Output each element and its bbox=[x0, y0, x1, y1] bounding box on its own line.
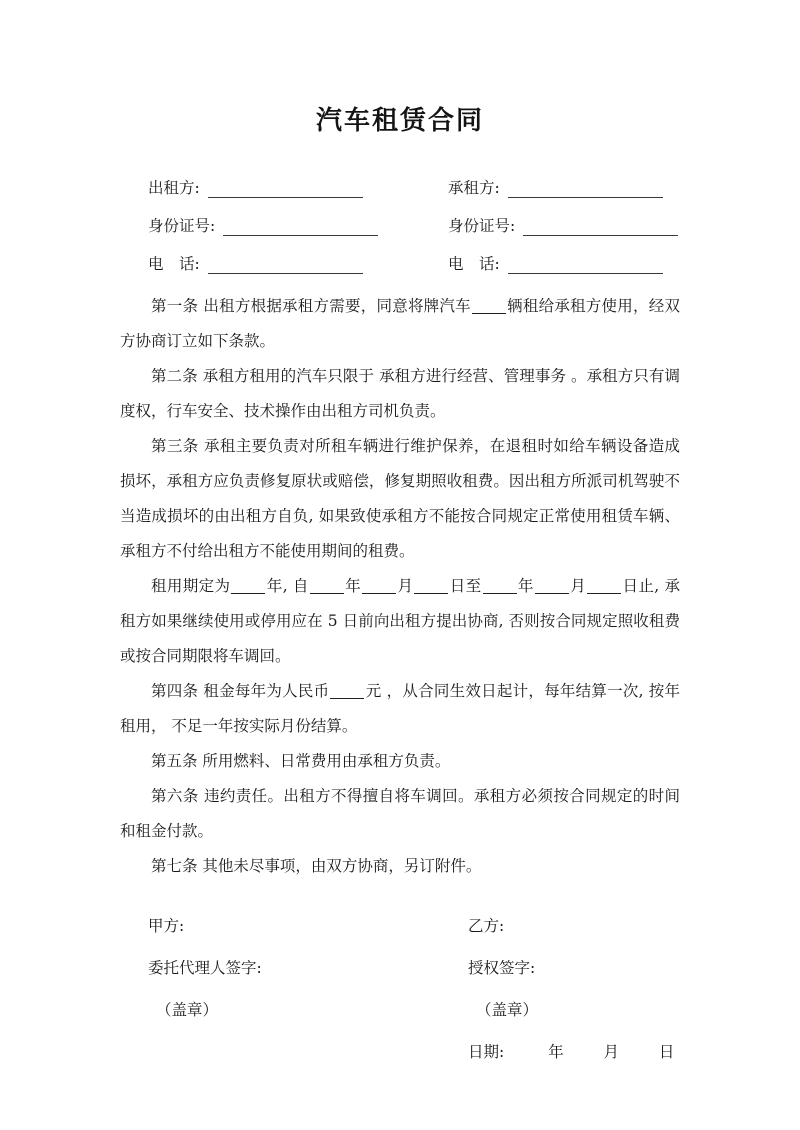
lessor-phone-input-rule[interactable] bbox=[208, 257, 363, 274]
seal-right-label: （盖章） bbox=[476, 1001, 539, 1019]
date-field bbox=[440, 1040, 680, 1062]
clause-3: 第三条 承租主要负责对所租车辆进行维护保养，在退租时如给车辆设备造成损坏，承租方应负责修复原状或赔偿，修复期照收租费。因出租方所派司机驾驶不当造成损坏的由出租方自负, 如果致使承租方不能按合同规定正常使用租赁车辆、承租方不付给出租方不能使用期间的租费。 bbox=[120, 437, 680, 560]
signature-row-parties bbox=[120, 914, 680, 936]
party-header-block bbox=[120, 175, 680, 274]
lessee-id-label: 身份证号: bbox=[448, 217, 516, 235]
lessor-phone-field bbox=[120, 254, 420, 274]
signature-block bbox=[120, 914, 680, 1062]
clause-7: 第七条 其他未尽事项，由双方协商，另订附件。 bbox=[151, 857, 482, 875]
agent-signature-label: 委托代理人签字: bbox=[148, 959, 262, 977]
fill-in-blank[interactable] bbox=[587, 593, 621, 594]
fill-in-blank[interactable] bbox=[231, 593, 265, 594]
lessee-field bbox=[420, 178, 680, 198]
clause-1: 第一条 出租方根据承租方需要，同意将牌汽车 辆租给承租方使用，经双方协商订立如下条款。 bbox=[120, 297, 680, 350]
clause-2: 第二条 承租方租用的汽车只限于 承租方进行经营、管理事务 。承租方只有调度权，行车安全、技术操作由出租方司机负责。 bbox=[120, 367, 680, 420]
date-spacer bbox=[120, 1040, 440, 1062]
lessor-id-field bbox=[120, 216, 420, 236]
fill-in-blank[interactable] bbox=[483, 593, 517, 594]
lessor-label: 出租方: bbox=[148, 179, 200, 197]
rental-period: 租用期定为 年, 自 年 月 日至 年 月 日止, 承租方如果继续使用或停用应在 5 日前向出租方提出协商, 否则按合同规定照收租费或按合同期限将车调回。 bbox=[120, 577, 680, 665]
signature-row-date bbox=[120, 1040, 680, 1062]
document-body bbox=[120, 0, 680, 1082]
page-title: 汽车租赁合同 bbox=[315, 106, 484, 136]
clause-4: 第四条 租金每年为人民币 元 ，从合同生效日起计，每年结算一次, 按年租用， 不足一年按实际月份结算。 bbox=[120, 682, 680, 735]
party-a-label: 甲方: bbox=[148, 917, 185, 935]
fill-in-blank[interactable] bbox=[414, 593, 448, 594]
lessor-id-input-rule[interactable] bbox=[223, 219, 378, 236]
clause-list bbox=[120, 289, 680, 884]
lessee-phone-input-rule[interactable] bbox=[508, 257, 663, 274]
lessee-phone-field bbox=[420, 254, 680, 274]
lessor-field bbox=[120, 178, 420, 198]
party-row-id bbox=[120, 213, 680, 236]
lessor-input-rule[interactable] bbox=[208, 181, 363, 198]
lessor-phone-label: 电 话: bbox=[148, 255, 200, 273]
clause-6: 第六条 违约责任。出租方不得擅自将车调回。承租方必须按合同规定的时间和租金付款。 bbox=[120, 787, 680, 840]
date-label: 日期: bbox=[468, 1043, 505, 1061]
signature-row-seals bbox=[120, 998, 680, 1020]
seal-left-label: （盖章） bbox=[156, 1001, 219, 1019]
lessee-id-field bbox=[420, 216, 680, 236]
lessee-input-rule[interactable] bbox=[508, 181, 663, 198]
fill-in-blank[interactable] bbox=[472, 313, 506, 314]
party-row-name bbox=[120, 175, 680, 198]
lessee-label: 承租方: bbox=[448, 179, 500, 197]
signature-row-signers bbox=[120, 956, 680, 978]
fill-in-blank[interactable] bbox=[330, 698, 364, 699]
lessee-phone-label: 电 话: bbox=[448, 255, 500, 273]
fill-in-blank[interactable] bbox=[310, 593, 344, 594]
fill-in-blank[interactable] bbox=[535, 593, 569, 594]
lessor-id-label: 身份证号: bbox=[148, 217, 216, 235]
date-day-label: 日 bbox=[658, 1043, 675, 1061]
date-month-label: 月 bbox=[603, 1043, 620, 1061]
party-row-phone bbox=[120, 251, 680, 274]
lessee-id-input-rule[interactable] bbox=[523, 219, 678, 236]
date-year-label: 年 bbox=[548, 1043, 564, 1061]
party-b-label: 乙方: bbox=[468, 917, 505, 935]
clause-5: 第五条 所用燃料、日常费用由承租方负责。 bbox=[151, 752, 451, 770]
authorized-signature-label: 授权签字: bbox=[468, 959, 536, 977]
fill-in-blank[interactable] bbox=[362, 593, 396, 594]
